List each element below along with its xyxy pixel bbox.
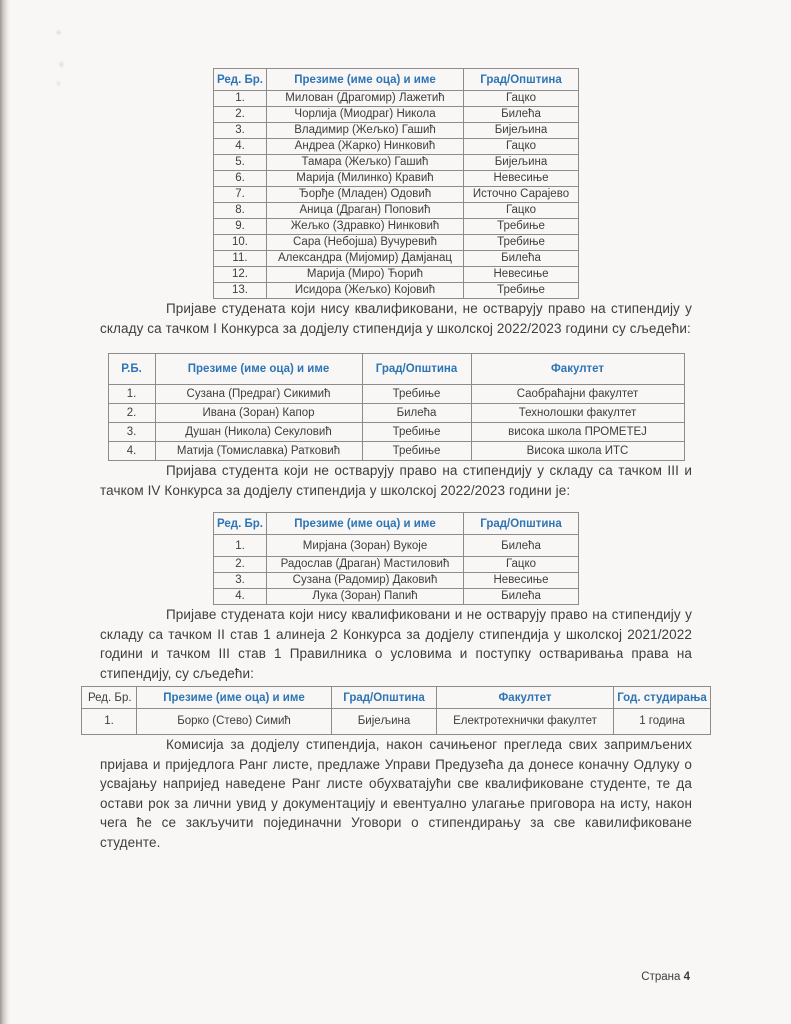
- table-cell: Требиње: [464, 235, 579, 251]
- table-cell: Невесиње: [464, 171, 579, 187]
- table-row: [214, 187, 579, 203]
- table-cell: Гацко: [464, 557, 579, 573]
- column-header: Факултет: [437, 687, 614, 709]
- header-row: [214, 69, 579, 91]
- paragraph-unqualified-point2: Пријаве студената који нису квалификовани и не остварују право на стипендију у складу са тачком II став 1 алинеја 2 Конкурса за додјелу стипендија у школској 2021/2022 години и тачком III став 1 Правилника о условима и поступку остваривања права на стипендију, су сљедећи:: [100, 607, 692, 681]
- unqualified-point2-table-wrapper: [88, 683, 707, 735]
- table-cell: Билећа: [464, 107, 579, 123]
- table-cell: Борко (Стево) Симић: [137, 709, 332, 735]
- column-header: Град/Општина: [464, 513, 579, 535]
- table-row: [108, 404, 684, 423]
- table-cell: 6.: [214, 171, 267, 187]
- table-cell: 12.: [214, 267, 267, 283]
- table-cell: Електротехнички факултет: [437, 709, 614, 735]
- table-cell: 1 година: [614, 709, 711, 735]
- table-cell: Источно Сарајево: [464, 187, 579, 203]
- column-header: Презиме (име оца) и име: [137, 687, 332, 709]
- column-header: Презиме (име оца) и име: [267, 513, 464, 535]
- table-cell: Радослав (Драган) Мастиловић: [267, 557, 464, 573]
- table-row: [214, 203, 579, 219]
- table-cell: 3.: [108, 423, 155, 442]
- table-cell: 4.: [108, 442, 155, 461]
- table-cell: Душан (Никола) Секуловић: [155, 423, 362, 442]
- scan-smudge: [56, 31, 61, 34]
- column-header: Град/Општина: [362, 354, 471, 385]
- table-row: [214, 589, 579, 605]
- table-row: [214, 557, 579, 573]
- table-row: [214, 123, 579, 139]
- table-cell: Бијељина: [332, 709, 437, 735]
- table-cell: Билећа: [362, 404, 471, 423]
- unqualified-point1-table: [108, 353, 685, 461]
- column-header: Град/Општина: [464, 69, 579, 91]
- column-header: Презиме (име оца) и име: [267, 69, 464, 91]
- table-cell: Билећа: [464, 589, 579, 605]
- footer-page-number: 4: [683, 971, 690, 983]
- table-cell: Требиње: [362, 385, 471, 404]
- table-cell: Невесиње: [464, 267, 579, 283]
- table-row: [214, 219, 579, 235]
- table-cell: Матија (Томиславка) Ратковић: [155, 442, 362, 461]
- header-row: [82, 687, 711, 709]
- table-cell: Владимир (Жељко) Гашић: [267, 123, 464, 139]
- table-row: [214, 107, 579, 123]
- table-cell: 2.: [214, 557, 267, 573]
- table-cell: Аница (Драган) Поповић: [267, 203, 464, 219]
- table-cell: висока школа ПРОМЕТЕЈ: [471, 423, 684, 442]
- table-cell: Жељко (Здравко) Нинковић: [267, 219, 464, 235]
- paragraph-unqualified-point1: Пријаве студената који нису квалификовани, не остварују право на стипендију у складу са тачком I Конкурса за додјелу стипендија у школској 2022/2023 години су сљедећи:: [100, 301, 692, 336]
- table-cell: Требиње: [362, 442, 471, 461]
- table-cell: Ђорђе (Младен) Одовић: [267, 187, 464, 203]
- table-cell: 1.: [214, 535, 267, 557]
- column-header: Ред. Бр.: [82, 687, 137, 709]
- table-cell: Сузана (Предраг) Сикимић: [155, 385, 362, 404]
- table-cell: Лука (Зоран) Папић: [267, 589, 464, 605]
- table-cell: Гацко: [464, 139, 579, 155]
- paragraph-not-entitled-points3-4: Пријава студента који не остварују право на стипендију у складу са тачком III и тачком IV Конкурса за додјелу стипендија у школској 2022/2023 години је:: [100, 463, 692, 498]
- table-cell: Чорлија (Миодраг) Никола: [267, 107, 464, 123]
- header-row: [214, 513, 579, 535]
- table-cell: Сара (Небојша) Вучуревић: [267, 235, 464, 251]
- ranked-students-table-wrapper: [100, 0, 692, 299]
- scan-edge-shadow: [0, 0, 10, 1024]
- table-row: [214, 155, 579, 171]
- paragraph-commission-conclusion: Комисија за додјелу стипендија, након сачињеног прегледа свих запримљених пријава и приједлога Ранг листе, предлаже Управи Предузећа да донесе коначну Одлуку о усвајању напријед наведене Ранг листе обухватајући све квалификоване студенте, те да остави рок за лични увид у документацију и евентуално улагање приговора на исту, након чега ће се закључити појединачни Уговори о стипендирању за све кавилификоване студенте.: [100, 737, 692, 850]
- table-cell: Технолошки факултет: [471, 404, 684, 423]
- table-cell: Требиње: [464, 283, 579, 299]
- footer-label: Страна: [641, 971, 681, 983]
- table-cell: 4.: [214, 139, 267, 155]
- column-header: Град/Општина: [332, 687, 437, 709]
- unqualified-point1-table-wrapper: [100, 338, 692, 461]
- table-cell: 9.: [214, 219, 267, 235]
- table-cell: 2.: [214, 107, 267, 123]
- table-cell: Тамара (Жељко) Гашић: [267, 155, 464, 171]
- scan-smudge: [60, 62, 63, 67]
- table-row: [82, 709, 711, 735]
- table-cell: Билећа: [464, 251, 579, 267]
- header-row: [108, 354, 684, 385]
- document-content: [88, 0, 707, 852]
- table-cell: 3.: [214, 123, 267, 139]
- table-cell: Саобраћајни факултет: [471, 385, 684, 404]
- table-cell: Невесиње: [464, 573, 579, 589]
- table-row: [214, 267, 579, 283]
- table-cell: Билећа: [464, 535, 579, 557]
- not-entitled-table-wrapper: [100, 500, 692, 605]
- table-cell: Сузана (Радомир) Даковић: [267, 573, 464, 589]
- table-cell: Милован (Драгомир) Лажетић: [267, 91, 464, 107]
- column-header: Факултет: [471, 354, 684, 385]
- column-header: Год. студирања: [614, 687, 711, 709]
- table-row: [214, 139, 579, 155]
- table-cell: 1.: [108, 385, 155, 404]
- table-cell: Исидора (Жељко) Којовић: [267, 283, 464, 299]
- table-row: [108, 423, 684, 442]
- table-cell: Александра (Мијомир) Дамјанац: [267, 251, 464, 267]
- table-cell: Требиње: [464, 219, 579, 235]
- column-header: Р.Б.: [108, 354, 155, 385]
- table-cell: 11.: [214, 251, 267, 267]
- table-row: [214, 573, 579, 589]
- not-entitled-points3-4-table: [213, 512, 579, 605]
- table-cell: Ивана (Зоран) Капор: [155, 404, 362, 423]
- table-cell: 3.: [214, 573, 267, 589]
- table-cell: 1.: [214, 91, 267, 107]
- column-header: Презиме (име оца) и име: [155, 354, 362, 385]
- table-cell: 4.: [214, 589, 267, 605]
- table-cell: Бијељина: [464, 155, 579, 171]
- table-row: [214, 535, 579, 557]
- table-cell: Андреа (Жарко) Нинковић: [267, 139, 464, 155]
- table-cell: Требиње: [362, 423, 471, 442]
- column-header: Ред. Бр.: [214, 69, 267, 91]
- table-cell: 13.: [214, 283, 267, 299]
- table-cell: Бијељина: [464, 123, 579, 139]
- table-cell: Висока школа ИТС: [471, 442, 684, 461]
- table-cell: 10.: [214, 235, 267, 251]
- table-cell: Марија (Милинко) Кравић: [267, 171, 464, 187]
- table-row: [214, 283, 579, 299]
- table-row: [214, 251, 579, 267]
- ranked-students-table: [213, 68, 579, 299]
- column-header: Ред. Бр.: [214, 513, 267, 535]
- page-footer: [641, 971, 690, 983]
- table-row: [214, 91, 579, 107]
- scan-smudge: [57, 82, 60, 85]
- table-row: [108, 385, 684, 404]
- table-row: [108, 442, 684, 461]
- table-cell: 2.: [108, 404, 155, 423]
- table-cell: Гацко: [464, 91, 579, 107]
- table-cell: 8.: [214, 203, 267, 219]
- table-cell: 1.: [82, 709, 137, 735]
- table-row: [214, 171, 579, 187]
- unqualified-point2-table: [81, 686, 711, 735]
- table-row: [214, 235, 579, 251]
- table-cell: 5.: [214, 155, 267, 171]
- table-cell: Гацко: [464, 203, 579, 219]
- table-cell: Марија (Миро) Ћорић: [267, 267, 464, 283]
- table-cell: Мирјана (Зоран) Вукоје: [267, 535, 464, 557]
- table-cell: 7.: [214, 187, 267, 203]
